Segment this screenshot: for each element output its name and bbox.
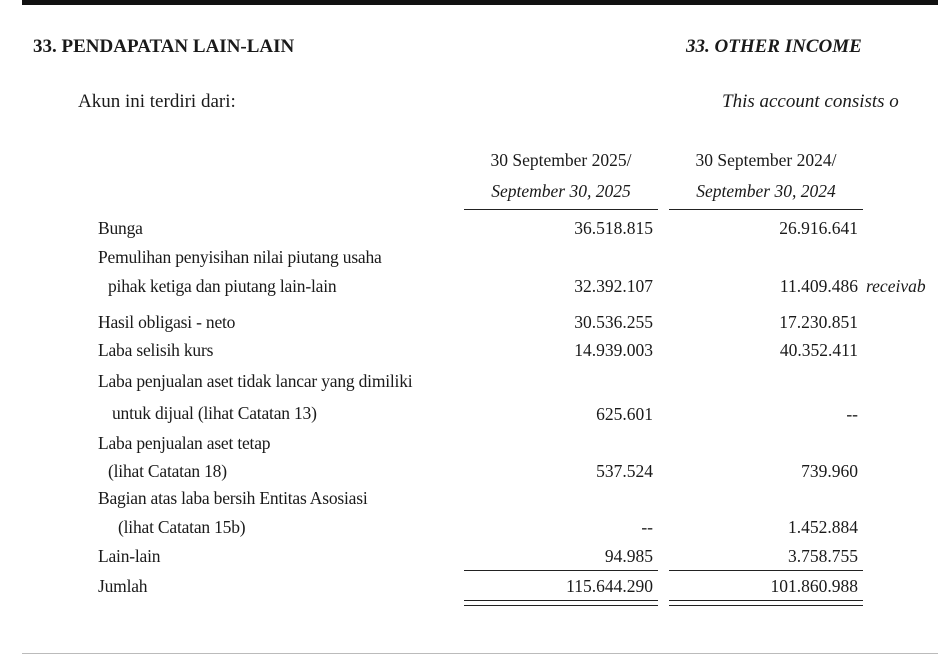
column-header-2024 bbox=[669, 145, 863, 210]
row-label-continued: pihak ketiga dan piutang lain-lain bbox=[108, 276, 337, 296]
row-label-continued: (lihat Catatan 18) bbox=[108, 461, 227, 481]
row-value-2024: 11.409.486 bbox=[779, 276, 858, 296]
row-value-2025: 32.392.107 bbox=[574, 276, 653, 296]
total-value-2024: 101.860.988 bbox=[770, 576, 858, 596]
row-value-2024: -- bbox=[846, 404, 858, 424]
row-label-en-fragment: receivab bbox=[866, 276, 926, 296]
column-header-2025-id: 30 September 2025/ bbox=[490, 150, 632, 170]
row-value-2025: 625.601 bbox=[596, 404, 653, 424]
row-label: Pemulihan penyisihan nilai piutang usaha bbox=[98, 247, 382, 267]
column-header-2025-en: September 30, 2025 bbox=[491, 181, 631, 201]
row-label: Laba penjualan aset tidak lancar yang dimiliki bbox=[98, 371, 413, 391]
row-label-continued: untuk dijual (lihat Catatan 13) bbox=[112, 403, 317, 423]
total-double-rule-2025 bbox=[464, 600, 658, 606]
bottom-rule bbox=[22, 653, 938, 654]
row-label: Bunga bbox=[98, 218, 143, 238]
total-value-2025: 115.644.290 bbox=[566, 576, 653, 596]
row-value-2024: 17.230.851 bbox=[779, 312, 858, 332]
row-value-2024: 26.916.641 bbox=[779, 218, 858, 238]
total-double-rule-2024 bbox=[669, 600, 863, 606]
row-label: Bagian atas laba bersih Entitas Asosiasi bbox=[98, 488, 368, 508]
row-label: Laba penjualan aset tetap bbox=[98, 433, 271, 453]
row-value-2025: -- bbox=[641, 517, 653, 537]
row-value-2024: 3.758.755 bbox=[788, 546, 858, 566]
column-header-2024-id: 30 September 2024/ bbox=[695, 150, 837, 170]
subtotal-rule-2024 bbox=[669, 570, 863, 571]
row-label-continued: (lihat Catatan 15b) bbox=[118, 517, 246, 537]
row-label: Hasil obligasi - neto bbox=[98, 312, 236, 332]
row-value-2024: 1.452.884 bbox=[788, 517, 858, 537]
row-value-2025: 537.524 bbox=[596, 461, 653, 481]
row-value-2024: 739.960 bbox=[801, 461, 858, 481]
top-rule bbox=[22, 0, 938, 5]
row-value-2025: 36.518.815 bbox=[574, 218, 653, 238]
subtotal-rule-2025 bbox=[464, 570, 658, 571]
row-value-2025: 94.985 bbox=[604, 546, 653, 566]
row-label: Laba selisih kurs bbox=[98, 340, 214, 360]
column-header-2024-en: September 30, 2024 bbox=[696, 181, 836, 201]
row-value-2025: 14.939.003 bbox=[574, 340, 653, 360]
column-header-2025 bbox=[464, 145, 658, 210]
section-heading-id: 33. PENDAPATAN LAIN-LAIN bbox=[33, 36, 295, 57]
row-value-2025: 30.536.255 bbox=[574, 312, 653, 332]
intro-text-id: Akun ini terdiri dari: bbox=[78, 91, 236, 112]
row-label: Lain-lain bbox=[98, 546, 161, 566]
intro-text-en: This account consists o bbox=[722, 91, 899, 112]
row-value-2024: 40.352.411 bbox=[779, 340, 858, 360]
total-label: Jumlah bbox=[98, 576, 148, 596]
section-heading-en: 33. OTHER INCOME bbox=[686, 36, 862, 57]
